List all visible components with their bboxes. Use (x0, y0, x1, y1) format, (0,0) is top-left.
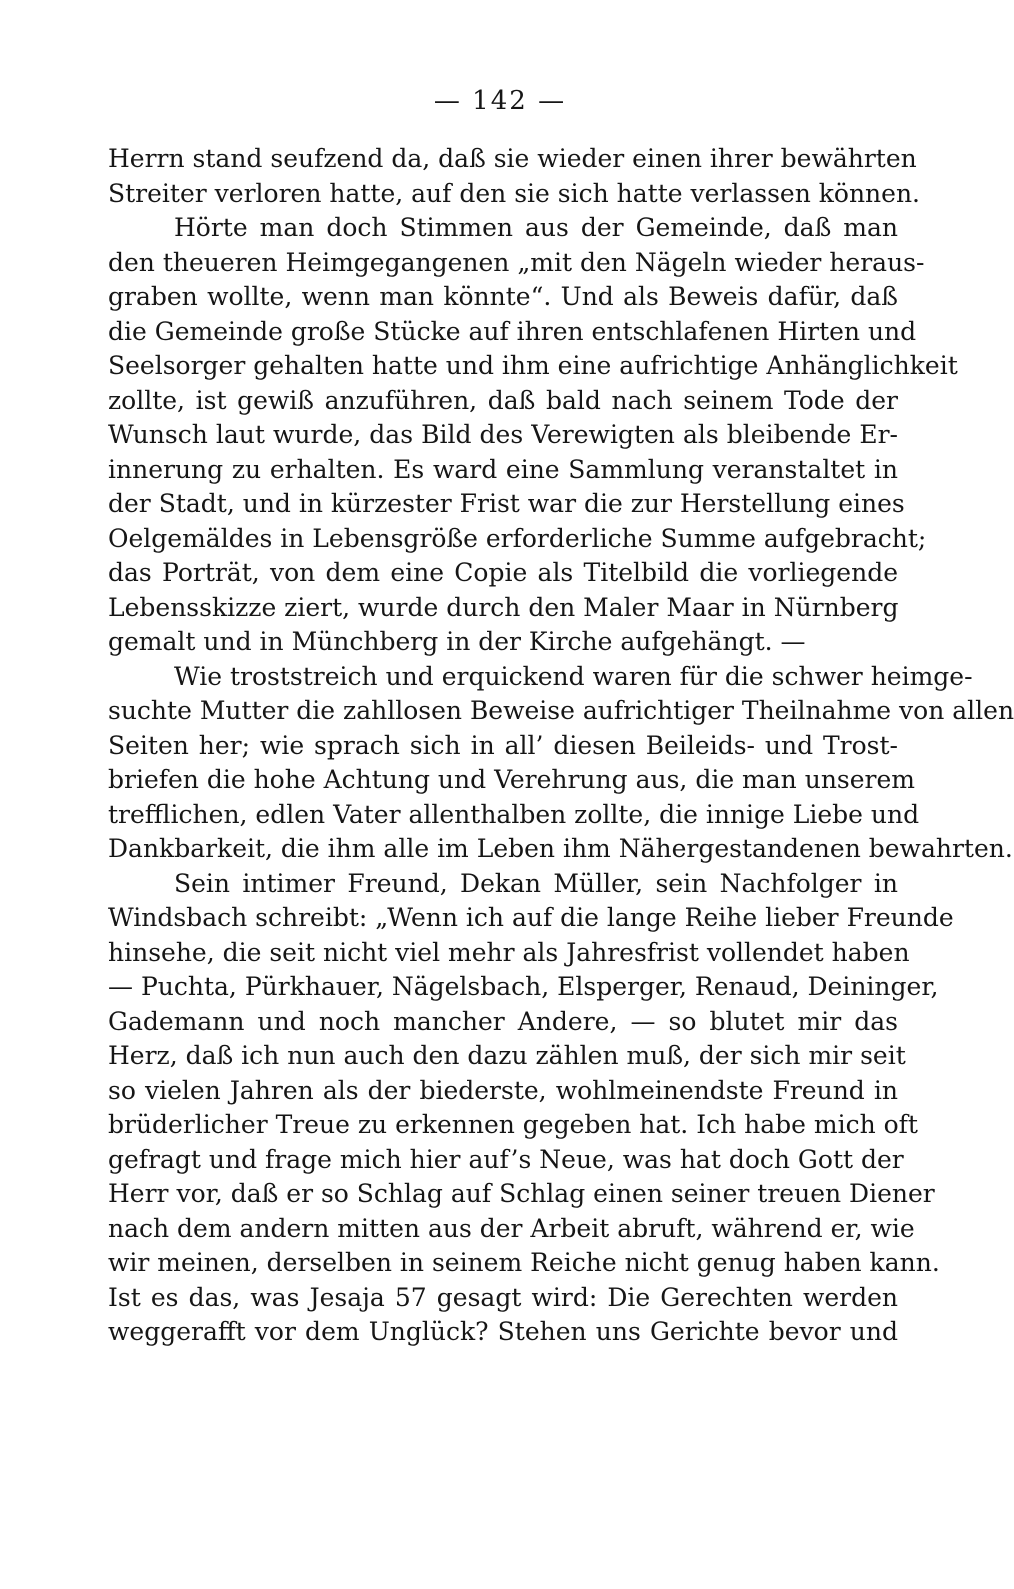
text-line: graben wollte, wenn man könnte“. Und als Beweis dafür, daß (108, 282, 898, 311)
text-line: innerung zu erhalten. Es ward eine Sammlung veranstaltet in (108, 454, 898, 484)
text-line: Lebensskizze ziert, wurde durch den Maler Maar in Nürnberg (108, 592, 899, 622)
text-line: gefragt und frage mich hier auf’s Neue, was hat doch Gott der (108, 1144, 904, 1174)
text-line: Gademann und noch mancher Andere, — so blutet mir das (108, 1006, 898, 1036)
text-line: Wie troststreich und erquickend waren für die schwer heimge- (174, 661, 973, 691)
text-line: trefflichen, edlen Vater allenthalben zollte, die innige Liebe und (108, 799, 920, 829)
text-line: Streiter verloren hatte, auf den sie sich hatte verlassen können. (108, 178, 920, 208)
text-line: Seiten her; wie sprach sich in all’ diesen Beileids- und Trost- (108, 730, 898, 760)
text-line: Herz, daß ich nun auch den dazu zählen muß, der sich mir seit (108, 1041, 906, 1070)
text-line: wir meinen, derselben in seinem Reiche nicht genug haben kann. (108, 1248, 940, 1277)
text-line: so vielen Jahren als der biederste, wohlmeinendste Freund in (108, 1075, 898, 1105)
page-number: — 142 — (433, 86, 567, 116)
text-line: — Puchta, Pürkhauer, Nägelsbach, Elsperger, Renaud, Deininger, (108, 972, 939, 1001)
text-line: gemalt und in Münchberg in der Kirche aufgehängt. — (108, 627, 806, 656)
text-line: Herr vor, daß er so Schlag auf Schlag einen seiner treuen Diener (108, 1179, 935, 1208)
text-line: Seelsorger gehalten hatte und ihm eine aufrichtige Anhänglichkeit (108, 351, 958, 380)
body-text (108, 142, 1014, 1350)
text-line: Windsbach schreibt: „Wenn ich auf die lange Reihe lieber Freunde (108, 903, 954, 932)
text-line: Ist es das, was Jesaja 57 gesagt wird: Die Gerechten werden (108, 1282, 898, 1312)
text-line: Herrn stand seufzend da, daß sie wieder einen ihrer bewährten (108, 144, 917, 173)
text-line: nach dem andern mitten aus der Arbeit abruft, während er, wie (108, 1213, 915, 1243)
text-line: das Porträt, von dem eine Copie als Titelbild die vorliegende (108, 558, 898, 587)
text-line: die Gemeinde große Stücke auf ihren entschlafenen Hirten und (108, 316, 917, 346)
text-line: Dankbarkeit, die ihm alle im Leben ihm Nähergestandenen bewahrten. (108, 834, 1013, 863)
text-line: suchte Mutter die zahllosen Beweise aufrichtiger Theilnahme von allen (108, 696, 1014, 725)
text-line: Wunsch laut wurde, das Bild des Verewigten als bleibende Er- (108, 420, 898, 449)
text-line: der Stadt, und in kürzester Frist war die zur Herstellung eines (108, 489, 905, 518)
text-line: weggerafft vor dem Unglück? Stehen uns Gerichte bevor und (108, 1317, 898, 1346)
text-line: zollte, ist gewiß anzuführen, daß bald nach seinem Tode der (108, 385, 898, 415)
text-line: hinsehe, die seit nicht viel mehr als Jahresfrist vollendet haben (108, 937, 910, 967)
text-line: briefen die hohe Achtung und Verehrung aus, die man unserem (108, 765, 915, 794)
text-line: Hörte man doch Stimmen aus der Gemeinde, daß man (174, 213, 898, 242)
text-line: Oelgemäldes in Lebensgröße erforderliche Summe aufgebracht; (108, 523, 927, 553)
text-line: brüderlicher Treue zu erkennen gegeben hat. Ich habe mich oft (108, 1110, 918, 1139)
text-line: den theueren Heimgegangenen „mit den Nägeln wieder heraus- (108, 247, 925, 277)
text-line: Sein intimer Freund, Dekan Müller, sein Nachfolger in (174, 868, 898, 898)
